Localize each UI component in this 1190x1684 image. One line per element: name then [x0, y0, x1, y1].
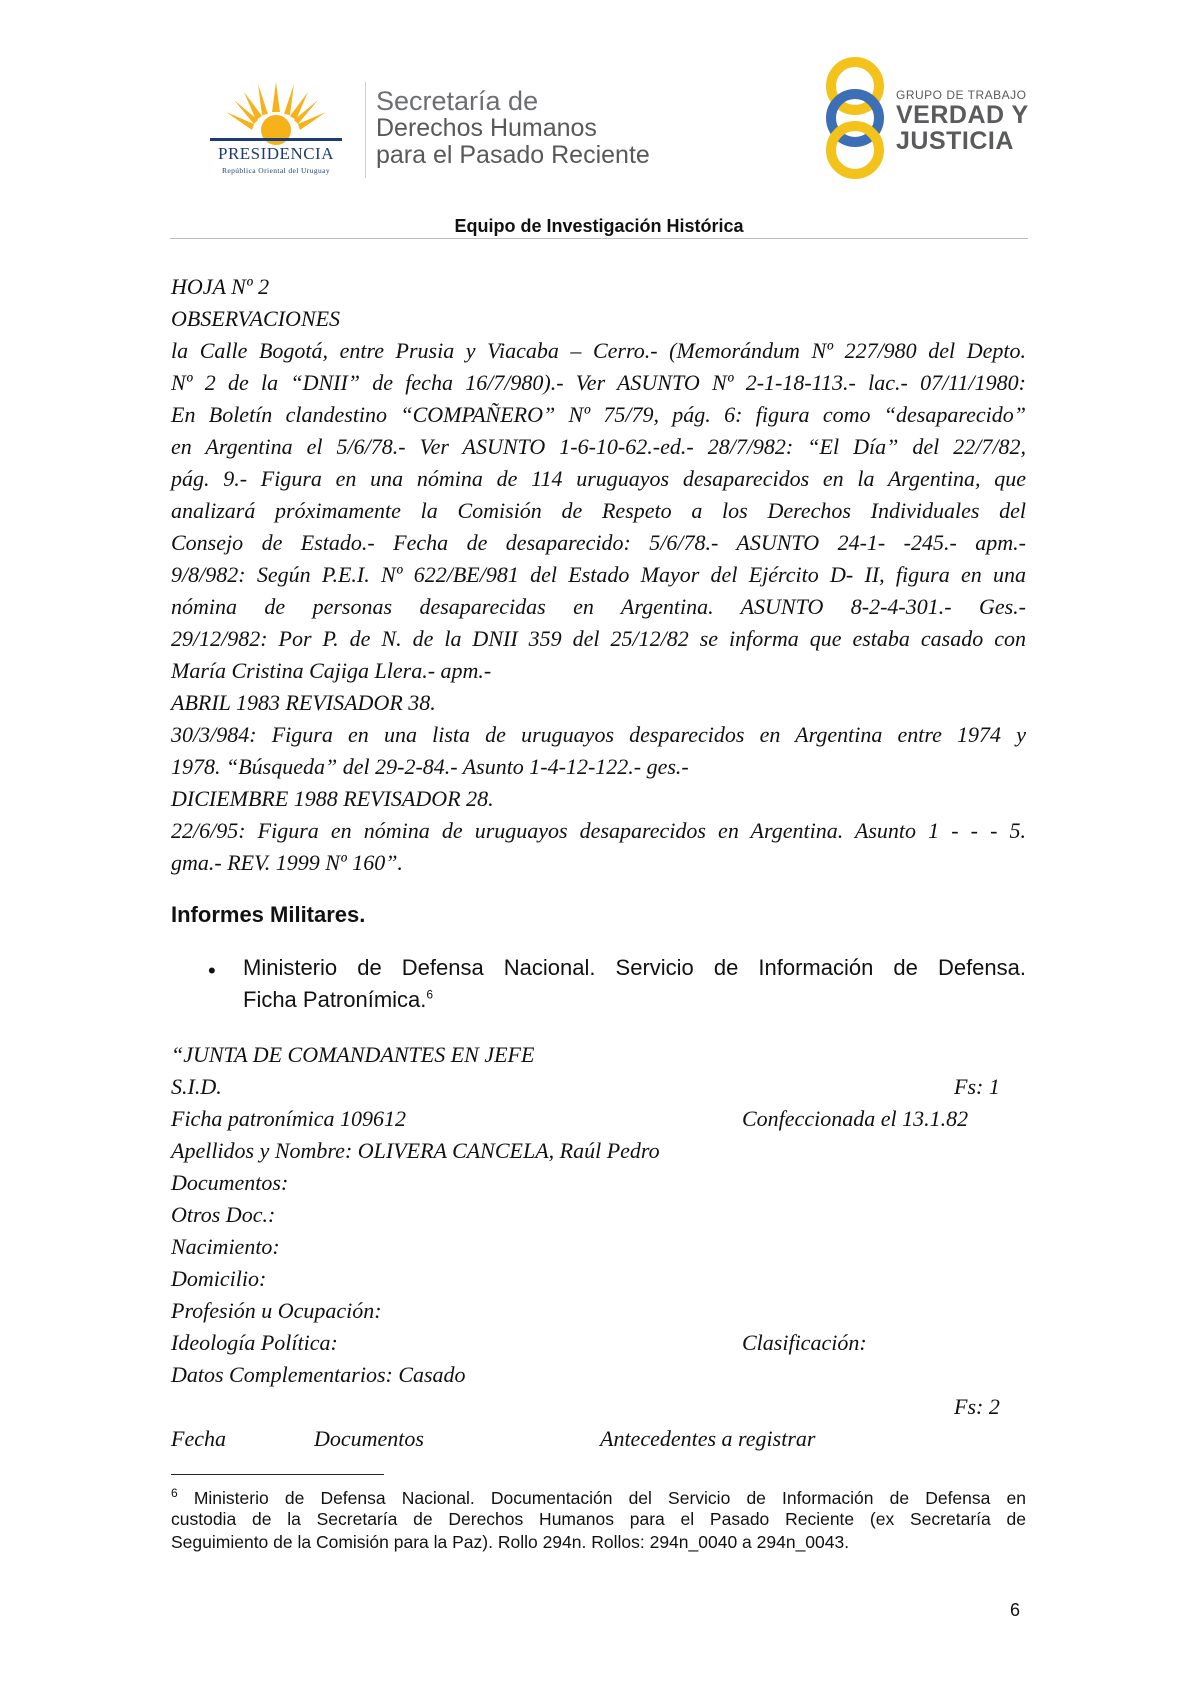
bullet-line2: [243, 987, 433, 1013]
gtvj-line1: GRUPO DE TRABAJO: [896, 88, 1027, 102]
secretaria-line2: Derechos Humanos: [376, 114, 597, 142]
entry-1995-line1: 22/6/95: Figura en nómina de uruguayos desaparecidos en Argentina. Asunto 1 - - - 5.: [171, 818, 1026, 843]
ficha-profesion: Profesión u Ocupación:: [171, 1298, 382, 1323]
gtvj-line2: VERDAD Y: [896, 101, 1029, 129]
observaciones-heading: OBSERVACIONES: [171, 306, 341, 331]
sun-icon: [196, 78, 356, 148]
ficha-sid: S.I.D.: [171, 1074, 222, 1099]
entry-1984-line2: 1978. “Búsqueda” del 29-2-84.- Asunto 1-4-12-122.- ges.-: [171, 754, 689, 779]
ficha-documentos: Documentos:: [171, 1170, 289, 1195]
footnote-line2: custodia de la Secretaría de Derechos Humanos para el Pasado Reciente (ex Secretaría de: [171, 1509, 1026, 1529]
ficha-apellidos: Apellidos y Nombre: OLIVERA CANCELA, Raúl Pedro: [171, 1138, 660, 1163]
col-antecedentes: Antecedentes a registrar: [600, 1426, 816, 1451]
presidencia-name: PRESIDENCIA: [217, 144, 334, 163]
gtvj-line3: JUSTICIA: [896, 127, 1014, 155]
obs-line-6: analizará próximamente la Comisión de Respeto a los Derechos Individuales del: [171, 498, 1026, 523]
ficha-fs2: Fs: 2: [954, 1394, 1000, 1419]
col-fecha: Fecha: [171, 1426, 226, 1451]
footnote-ref[interactable]: 6: [426, 987, 434, 1002]
obs-line-4: en Argentina el 5/6/78.- Ver ASUNTO 1-6-10-62.-ed.- 28/7/982: “El Día” del 22/7/82,: [171, 434, 1026, 459]
header-title: Equipo de Investigación Histórica: [454, 216, 744, 236]
ficha-datos: Datos Complementarios: Casado: [171, 1362, 466, 1387]
page-number: 6: [1010, 1600, 1021, 1620]
footnote-mark: 6: [171, 1486, 178, 1500]
bullet-line2-text: Ficha Patronímica.: [243, 987, 427, 1012]
gtvj-logo: [820, 56, 890, 180]
obs-line-8: 9/8/982: Según P.E.I. Nº 622/BE/981 del Estado Mayor del Ejército D- II, figura en una: [171, 562, 1026, 587]
obs-line-7: Consejo de Estado.- Fecha de desaparecido: 5/6/78.- ASUNTO 24-1- -245.- apm.-: [171, 530, 1026, 555]
col-documentos: Documentos: [314, 1426, 424, 1451]
ficha-ideologia: Ideología Política:: [171, 1330, 338, 1355]
obs-line-10: 29/12/982: Por P. de N. de la DNII 359 del 25/12/82 se informa que estaba casado con: [171, 626, 1026, 651]
ficha-fs1: Fs: 1: [954, 1074, 1000, 1099]
presidencia-logo: [196, 78, 356, 178]
bullet-icon: •: [208, 958, 216, 983]
secretaria-logo-text: [376, 88, 650, 169]
obs-line-2: Nº 2 de la “DNII” de fecha 16/7/980).- Ver ASUNTO Nº 2-1-18-113.- lac.- 07/11/1980:: [171, 370, 1026, 395]
bullet-line1: Ministerio de Defensa Nacional. Servicio de Información de Defensa.: [243, 955, 1026, 980]
ficha-otros-doc: Otros Doc.:: [171, 1202, 276, 1227]
informes-heading: Informes Militares.: [171, 902, 366, 927]
logo-divider: [365, 82, 366, 178]
ficha-confeccionada: Confeccionada el 13.1.82: [742, 1106, 969, 1131]
presidencia-subtitle: República Oriental del Uruguay: [221, 166, 330, 175]
revisor-1983: ABRIL 1983 REVISADOR 38.: [171, 690, 436, 715]
entry-1984-line1: 30/3/984: Figura en una lista de uruguayos desparecidos en Argentina entre 1974 y: [171, 722, 1026, 747]
linked-rings-icon: [820, 56, 890, 180]
gtvj-logo-text: [896, 88, 1029, 154]
footnote-line3: Seguimiento de la Comisión para la Paz). Rollo 294n. Rollos: 294n_0040 a 294n_0043.: [171, 1532, 850, 1552]
obs-line-11: María Cristina Cajiga Llera.- apm.-: [171, 658, 492, 683]
header-rule: [170, 238, 1028, 239]
hoja-label: HOJA Nº 2: [171, 274, 270, 299]
entry-1995-line2: gma.- REV. 1999 Nº 160”.: [171, 850, 403, 875]
ficha-domicilio: Domicilio:: [171, 1266, 267, 1291]
secretaria-line1: Secretaría de: [376, 86, 539, 116]
ficha-number: Ficha patronímica 109612: [171, 1106, 407, 1131]
obs-line-3: En Boletín clandestino “COMPAÑERO” Nº 75/79, pág. 6: figura como “desaparecido”: [171, 402, 1026, 427]
footnote-line1-text: Ministerio de Defensa Nacional. Documentación del Servicio de Información de Defensa en: [193, 1487, 1026, 1508]
obs-line-1: la Calle Bogotá, entre Prusia y Viacaba – Cerro.- (Memorándum Nº 227/980 del Depto.: [171, 338, 1026, 363]
secretaria-line3: para el Pasado Reciente: [376, 141, 650, 169]
ficha-clasificacion: Clasificación:: [742, 1330, 867, 1355]
footnote-line1: [171, 1486, 1026, 1509]
footnote-rule: [171, 1474, 384, 1475]
ficha-nacimiento: Nacimiento:: [171, 1234, 280, 1259]
revisor-1988: DICIEMBRE 1988 REVISADOR 28.: [171, 786, 494, 811]
ficha-title: “JUNTA DE COMANDANTES EN JEFE: [171, 1042, 535, 1067]
obs-line-5: pág. 9.- Figura en una nómina de 114 uruguayos desaparecidos en la Argentina, que: [171, 466, 1026, 491]
obs-line-9: nómina de personas desaparecidas en Argentina. ASUNTO 8-2-4-301.- Ges.-: [171, 594, 1026, 619]
